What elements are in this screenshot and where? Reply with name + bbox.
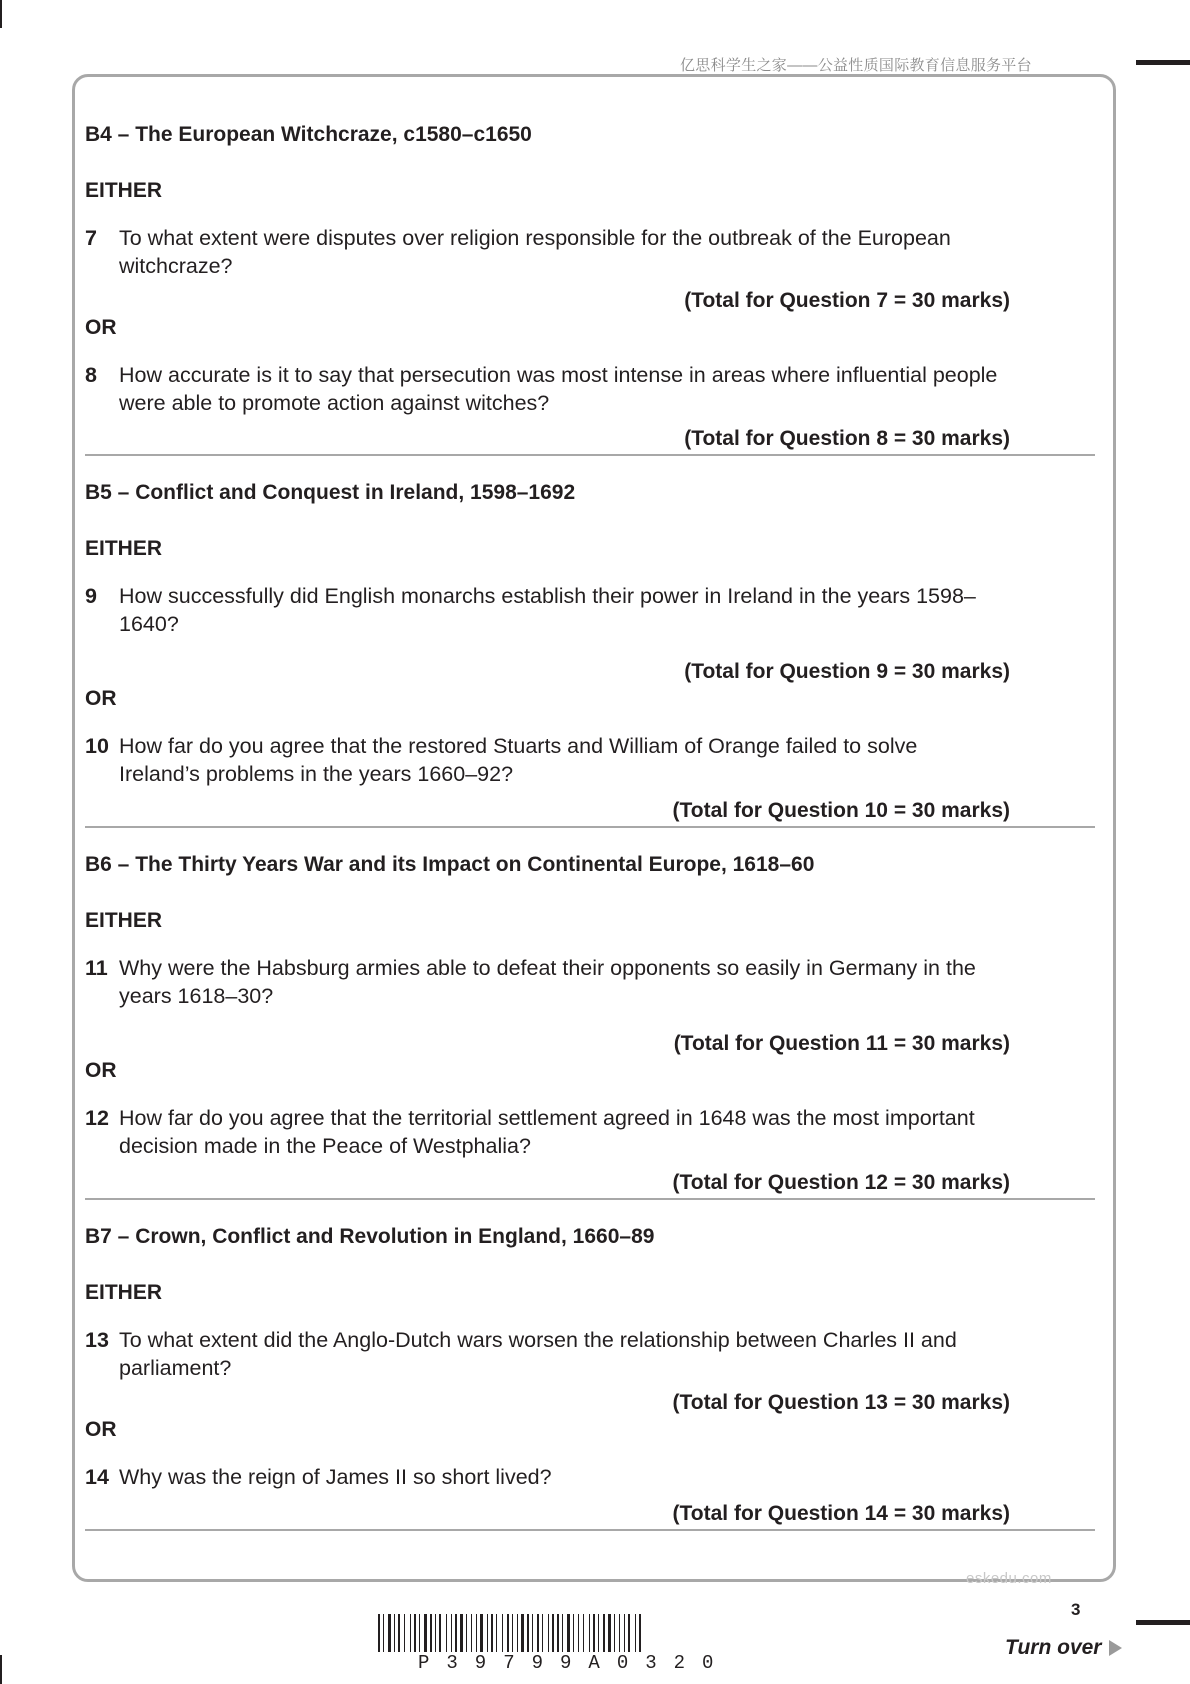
either-label: EITHER bbox=[85, 537, 163, 560]
barcode-bar bbox=[424, 1614, 427, 1652]
barcode-bar bbox=[562, 1614, 563, 1652]
question-text: How far do you agree that the territorial settlement agreed in 1648 was the most important decision made in the Peace of Westphalia? bbox=[119, 1106, 975, 1158]
barcode-bar bbox=[466, 1614, 467, 1652]
barcode-bar bbox=[619, 1614, 620, 1652]
question-content bbox=[85, 108, 1095, 1531]
barcode-bar bbox=[491, 1614, 493, 1652]
question-9 bbox=[85, 582, 1095, 638]
header-watermark: 亿思科学生之家——公益性质国际教育信息服务平台 bbox=[680, 57, 1032, 74]
section-divider bbox=[85, 1198, 1095, 1200]
barcode-bar bbox=[430, 1614, 432, 1652]
barcode-bar bbox=[476, 1614, 477, 1652]
section-title: B6 – The Thirty Years War and its Impact on Continental Europe, 1618–60 bbox=[85, 853, 815, 876]
barcode-bar bbox=[378, 1614, 380, 1652]
or-label: OR bbox=[85, 687, 117, 710]
or-label: OR bbox=[85, 1418, 117, 1441]
either-label: EITHER bbox=[85, 909, 163, 932]
crop-mark-top-left bbox=[0, 0, 2, 28]
barcode-bar bbox=[639, 1614, 641, 1652]
barcode-bar bbox=[589, 1614, 590, 1652]
question-7 bbox=[85, 224, 1095, 280]
question-number: 14 bbox=[85, 1465, 109, 1489]
question-11 bbox=[85, 954, 1095, 1010]
barcode-bar bbox=[552, 1614, 554, 1652]
question-text: To what extent were disputes over religion responsible for the outbreak of the European witchcraze? bbox=[119, 226, 951, 278]
crop-mark-bottom-left bbox=[0, 1655, 2, 1684]
question-10 bbox=[85, 732, 1095, 788]
barcode-bar bbox=[487, 1614, 488, 1652]
barcode-bar bbox=[414, 1614, 416, 1652]
question-total: (Total for Question 13 = 30 marks) bbox=[672, 1391, 1010, 1414]
footer-watermark: eskedu.com bbox=[966, 1570, 1052, 1587]
barcode-bar bbox=[480, 1614, 483, 1652]
question-8 bbox=[85, 361, 1095, 417]
barcode-bar bbox=[517, 1614, 518, 1652]
barcode-bar bbox=[614, 1614, 615, 1652]
barcode-bar bbox=[603, 1614, 605, 1652]
question-number: 7 bbox=[85, 226, 97, 250]
section-b4 bbox=[85, 122, 1095, 456]
question-number: 9 bbox=[85, 584, 97, 608]
barcode-bar bbox=[471, 1614, 472, 1652]
question-text: To what extent did the Anglo-Dutch wars worsen the relationship between Charles II and parliament? bbox=[119, 1328, 957, 1380]
barcode-bar bbox=[557, 1614, 559, 1652]
question-total: (Total for Question 7 = 30 marks) bbox=[684, 289, 1010, 312]
question-total: (Total for Question 14 = 30 marks) bbox=[672, 1502, 1010, 1525]
question-number: 13 bbox=[85, 1328, 109, 1352]
barcode-bar bbox=[439, 1614, 441, 1652]
barcode-bar bbox=[419, 1614, 420, 1652]
question-total: (Total for Question 12 = 30 marks) bbox=[672, 1171, 1010, 1194]
question-13 bbox=[85, 1326, 1095, 1382]
crop-mark-bottom-right bbox=[1136, 1620, 1190, 1625]
section-b6 bbox=[85, 852, 1095, 1200]
section-divider bbox=[85, 454, 1095, 456]
question-total: (Total for Question 9 = 30 marks) bbox=[684, 660, 1010, 683]
turn-over-label: Turn over bbox=[1005, 1636, 1102, 1659]
question-total: (Total for Question 8 = 30 marks) bbox=[684, 427, 1010, 450]
barcode-bar bbox=[512, 1614, 513, 1652]
barcode-number: P39799A0320 bbox=[418, 1652, 731, 1674]
barcode-bar bbox=[567, 1614, 570, 1652]
section-title: B4 – The European Witchcraze, c1580–c1650 bbox=[85, 123, 532, 146]
question-text: Why was the reign of James II so short lived? bbox=[119, 1465, 552, 1489]
or-label: OR bbox=[85, 1059, 117, 1082]
question-number: 12 bbox=[85, 1106, 109, 1130]
barcode-bar bbox=[624, 1614, 625, 1652]
barcode-bar bbox=[435, 1614, 436, 1652]
question-12 bbox=[85, 1104, 1095, 1160]
barcode-bar bbox=[496, 1614, 497, 1652]
barcode-bar bbox=[502, 1614, 503, 1652]
question-number: 11 bbox=[85, 956, 108, 980]
barcode-bar bbox=[521, 1614, 524, 1652]
section-b7 bbox=[85, 1224, 1095, 1531]
barcode bbox=[378, 1614, 810, 1654]
section-divider bbox=[85, 826, 1095, 828]
arrow-right-icon bbox=[1109, 1640, 1122, 1656]
barcode-bar bbox=[628, 1614, 630, 1652]
barcode-bar bbox=[635, 1614, 636, 1652]
section-b5 bbox=[85, 480, 1095, 828]
question-number: 8 bbox=[85, 363, 97, 387]
barcode-bar bbox=[404, 1614, 405, 1652]
question-total: (Total for Question 11 = 30 marks) bbox=[673, 1032, 1010, 1055]
barcode-bar bbox=[455, 1614, 457, 1652]
section-divider bbox=[85, 1529, 1095, 1531]
barcode-bar bbox=[507, 1614, 509, 1652]
barcode-bar bbox=[388, 1614, 391, 1652]
barcode-bar bbox=[527, 1614, 529, 1652]
page-number: 3 bbox=[1071, 1600, 1081, 1619]
barcode-bar bbox=[598, 1614, 599, 1652]
barcode-bar bbox=[542, 1614, 543, 1652]
question-text: Why were the Habsburg armies able to defeat their opponents so easily in Germany in the years 1618–30? bbox=[119, 956, 976, 1008]
barcode-bar bbox=[394, 1614, 395, 1652]
question-14 bbox=[85, 1463, 1095, 1491]
turn-over-indicator bbox=[1005, 1636, 1122, 1660]
either-label: EITHER bbox=[85, 179, 163, 202]
barcode-bar bbox=[578, 1614, 579, 1652]
question-text: How successfully did English monarchs establish their power in Ireland in the years 1598–1640? bbox=[119, 584, 976, 636]
barcode-bar bbox=[383, 1614, 384, 1652]
either-label: EITHER bbox=[85, 1281, 163, 1304]
question-number: 10 bbox=[85, 734, 109, 758]
barcode-bar bbox=[410, 1614, 411, 1652]
barcode-bar bbox=[446, 1614, 447, 1652]
question-total: (Total for Question 10 = 30 marks) bbox=[672, 799, 1010, 822]
or-label: OR bbox=[85, 316, 117, 339]
barcode-bar bbox=[537, 1614, 539, 1652]
section-title: B7 – Crown, Conflict and Revolution in England, 1660–89 bbox=[85, 1225, 655, 1248]
question-text: How accurate is it to say that persecution was most intense in areas where influential people were able to promote action against witches? bbox=[119, 363, 998, 415]
barcode-bar bbox=[398, 1614, 400, 1652]
barcode-bar bbox=[460, 1614, 463, 1652]
barcode-bar bbox=[573, 1614, 574, 1652]
section-title: B5 – Conflict and Conquest in Ireland, 1598–1692 bbox=[85, 481, 576, 504]
barcode-bar bbox=[532, 1614, 533, 1652]
barcode-bar bbox=[608, 1614, 611, 1652]
barcode-bar bbox=[583, 1614, 584, 1652]
barcode-bar bbox=[451, 1614, 452, 1652]
barcode-bar bbox=[548, 1614, 549, 1652]
barcode-bar bbox=[593, 1614, 595, 1652]
question-text: How far do you agree that the restored Stuarts and William of Orange failed to solve Ireland’s problems in the years 1660–92? bbox=[119, 734, 918, 786]
crop-mark-top-right bbox=[1136, 60, 1190, 65]
